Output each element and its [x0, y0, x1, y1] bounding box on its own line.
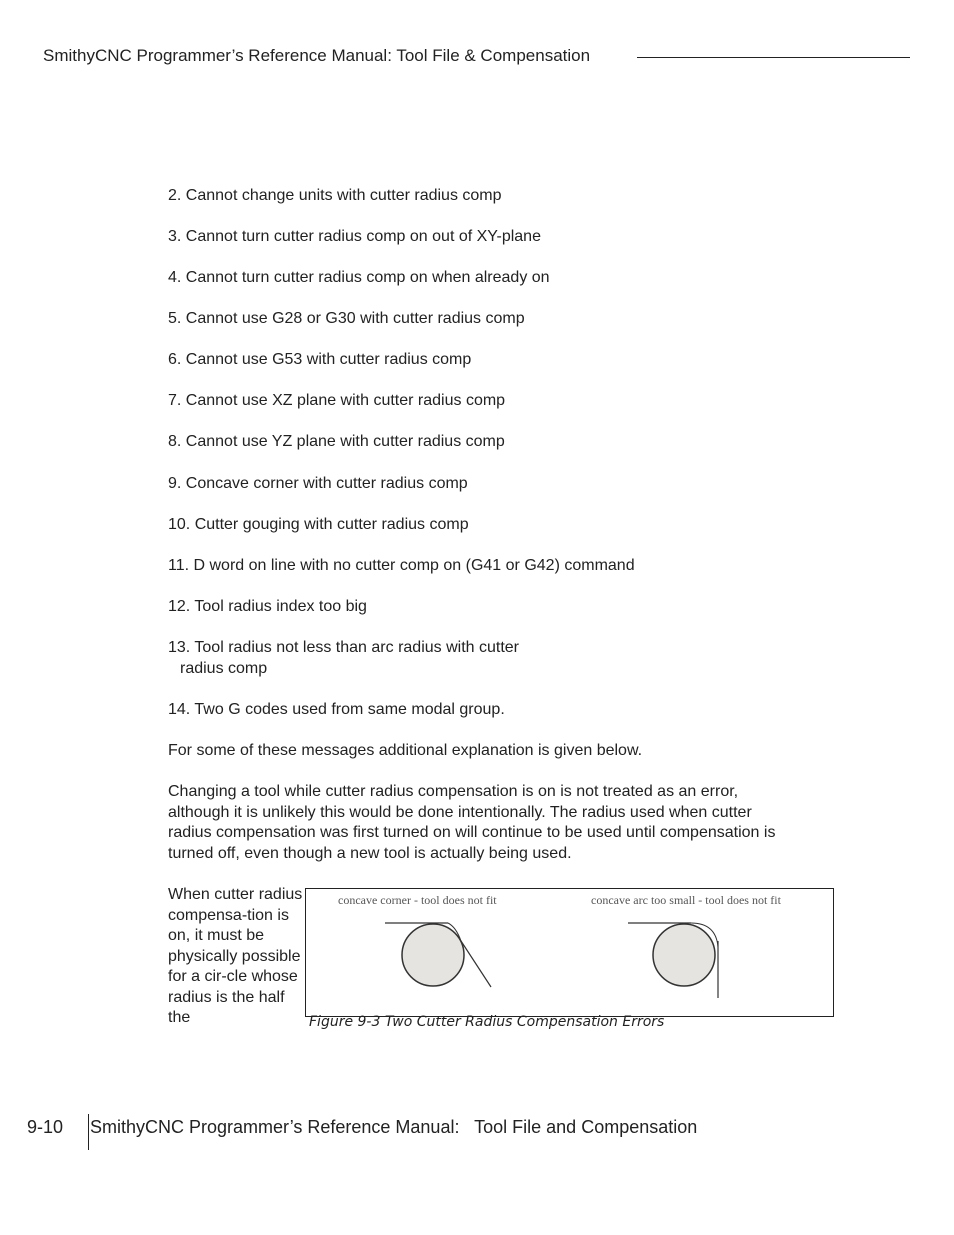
error-item: 9. Concave corner with cutter radius comp — [168, 475, 468, 492]
error-item: 7. Cannot use XZ plane with cutter radius comp — [168, 392, 506, 409]
page-header: SmithyCNC Programmer’s Reference Manual: Tool File & Compensation — [43, 46, 591, 65]
intro-text: For some of these messages additional explanation is given below. — [168, 742, 643, 759]
error-item: 2. Cannot change units with cutter radius comp — [168, 187, 502, 204]
page-footer: SmithyCNC Programmer’s Reference Manual: Tool File and Compensation — [90, 1117, 698, 1137]
error-item: 6. Cannot use G53 with cutter radius comp — [168, 351, 472, 368]
error-item: 5. Cannot use G28 or G30 with cutter radius comp — [168, 310, 525, 327]
error-item: 12. Tool radius index too big — [168, 598, 367, 615]
figure-right-label: concave arc too small - tool does not fit — [591, 893, 781, 907]
error-item: 8. Cannot use YZ plane with cutter radius comp — [168, 433, 505, 450]
error-item: 11. D word on line with no cutter comp on (G41 or G42) command — [168, 557, 635, 574]
error-item-continued: radius comp — [180, 660, 268, 677]
side-paragraph: When cutter radius compensa-tion is on, it must be physically possible for a cir-cle whose radius is the half the — [168, 886, 303, 1026]
concave-arc-diagram — [628, 923, 718, 998]
footer-divider — [88, 1114, 89, 1150]
concave-corner-diagram — [385, 923, 491, 987]
header-rule — [637, 57, 910, 58]
error-item: 3. Cannot turn cutter radius comp on out of XY-plane — [168, 228, 541, 245]
error-item: 14. Two G codes used from same modal group. — [168, 701, 505, 718]
page-number: 9-10 — [27, 1117, 64, 1137]
error-item: 10. Cutter gouging with cutter radius comp — [168, 516, 469, 533]
figure-left-label: concave corner - tool does not fit — [338, 893, 497, 907]
figure-drawing — [306, 889, 833, 1016]
error-item: 4. Cannot turn cutter radius comp on when already on — [168, 269, 550, 286]
body-paragraph: Changing a tool while cutter radius compensation is on is not treated as an error, although it is unlikely this would be done intentionally. The radius used when cutter radius compensation was first turned on will continue to be used until compensation is turned off, even though a new tool is actually being used. — [168, 783, 776, 862]
figure-box — [305, 888, 834, 1017]
figure-caption: Figure 9-3 Two Cutter Radius Compensation Errors — [309, 1014, 665, 1030]
error-item: 13. Tool radius not less than arc radius with cutter — [168, 639, 519, 656]
